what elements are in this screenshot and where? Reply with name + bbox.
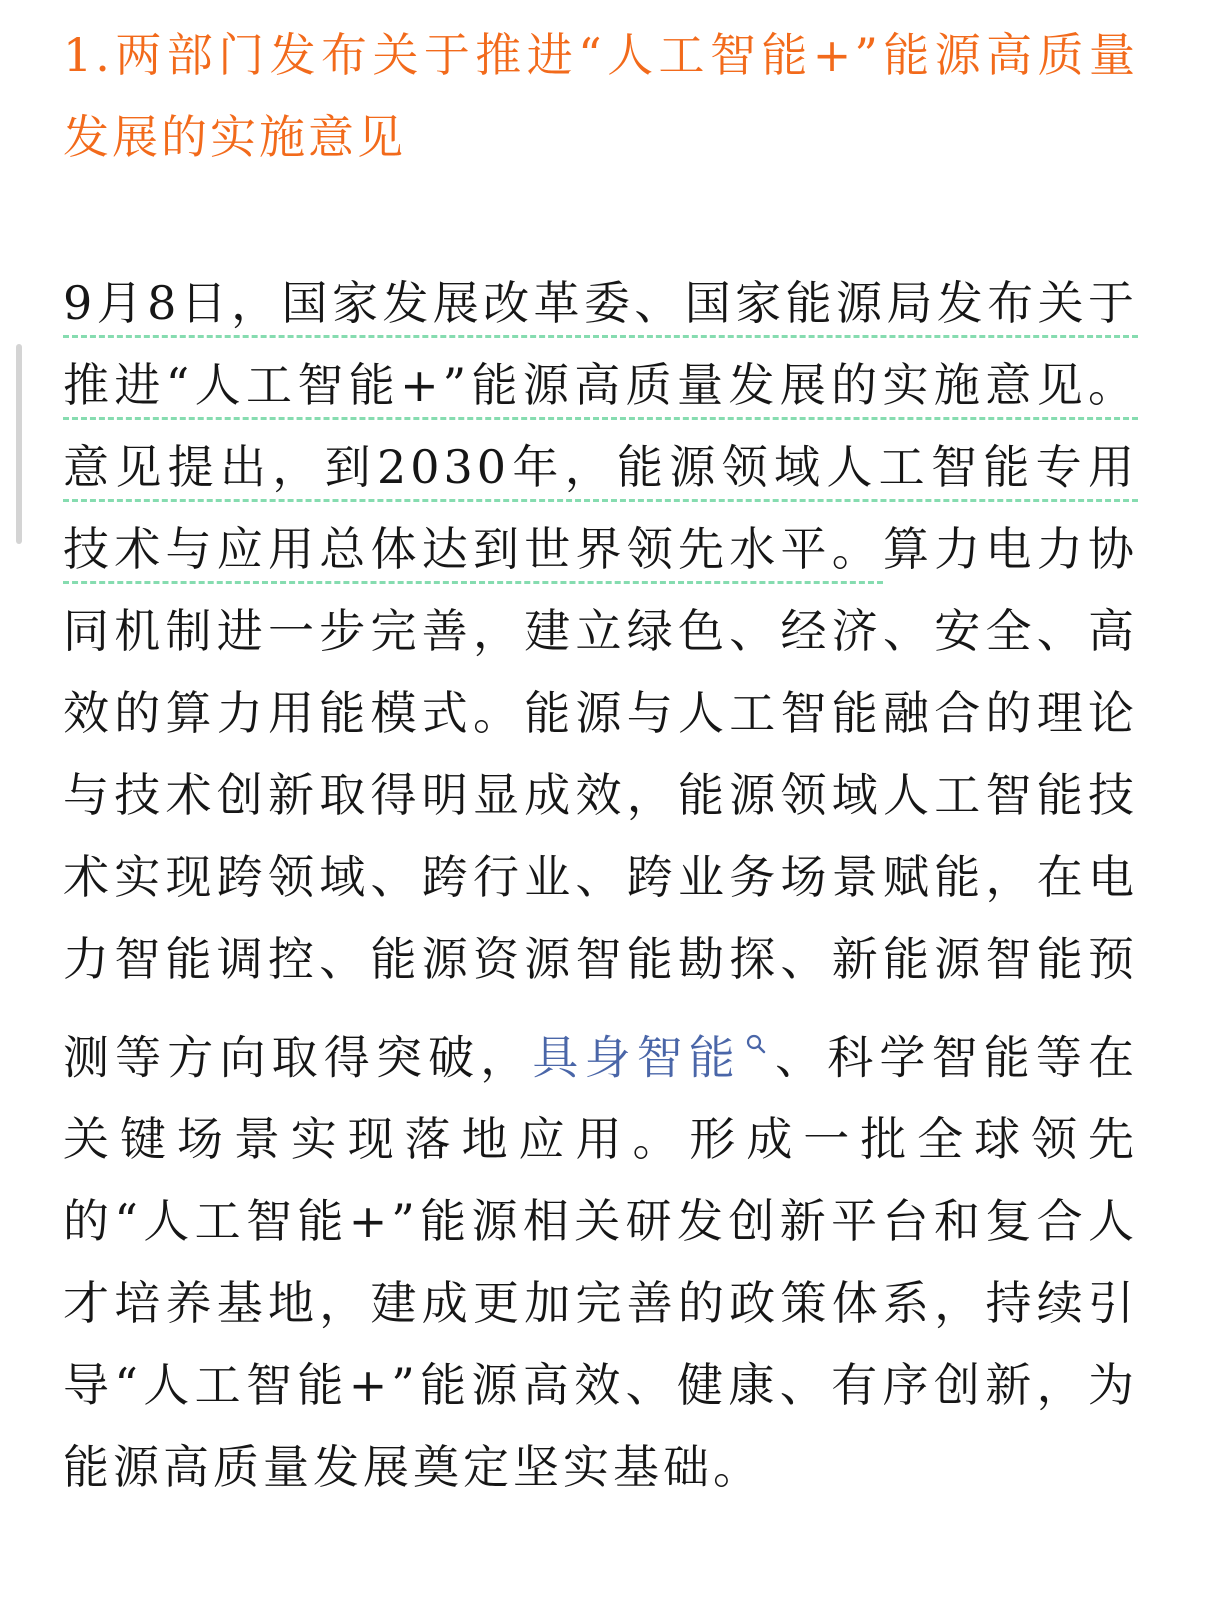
body-text-before-link: 算力电力协同机制进一步完善，建立绿色、经济、安全、高效的算力用能模式。能源与人工智能融合的理论与技术创新取得明显成效，能源领域人工智能技术实现跨领域、跨行业、跨业务场景赋能，在电力智能调控、能源资源智能勘探、新能源智能预测等方向取得突破， (63, 522, 1138, 1085)
search-icon[interactable] (745, 998, 767, 1020)
highlighted-passage[interactable]: 9月8日，国家发展改革委、国家能源局发布关于推进“人工智能+”能源高质量发展的实施意见。意见提出，到2030年，能源领域人工智能专用技术与应用总体达到世界领先水平。 (63, 276, 1138, 576)
article-body (63, 262, 1138, 1508)
article-headline: 1.两部门发布关于推进“人工智能+”能源高质量发展的实施意见 (63, 28, 1138, 164)
scrollbar[interactable] (16, 344, 22, 544)
body-text-after-link: 、科学智能等在关键场景实现落地应用。形成一批全球领先的“人工智能+”能源相关研发创新平台和复合人才培养基地，建成更加完善的政策体系，持续引导“人工智能+”能源高效、健康、有序创新，为能源高质量发展奠定坚实基础。 (63, 1030, 1139, 1495)
term-link[interactable]: 具身智能 (532, 1030, 741, 1085)
